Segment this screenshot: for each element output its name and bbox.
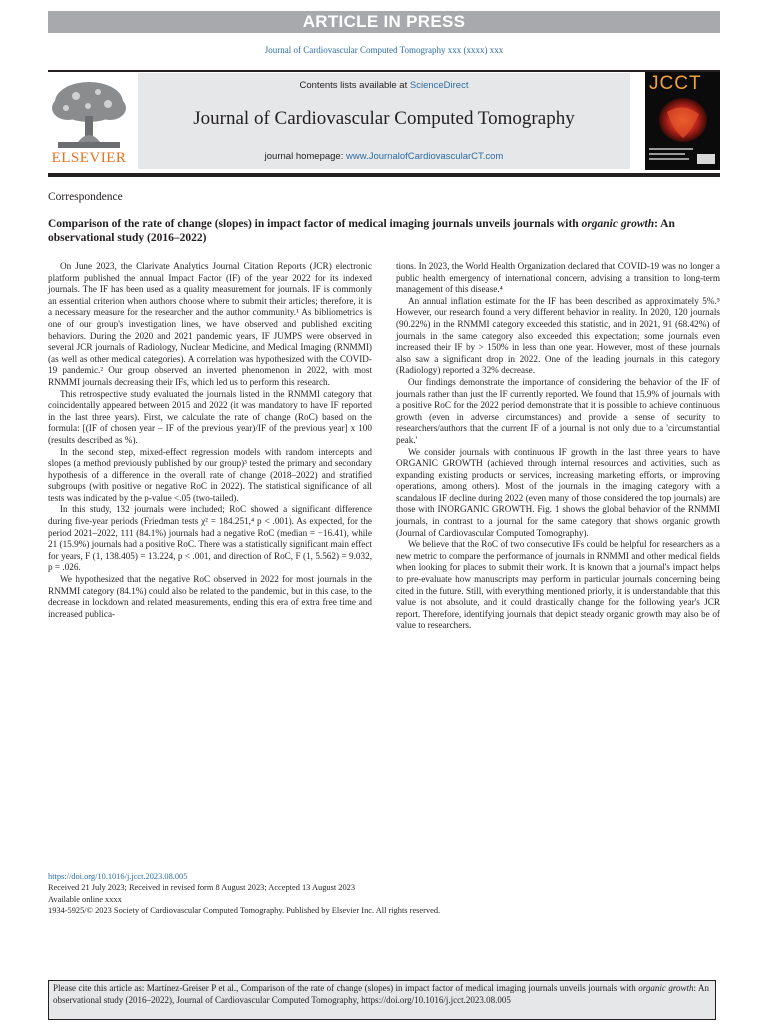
journal-cover-image (645, 72, 720, 170)
contents-line (138, 80, 630, 91)
article-section-label: Correspondence (48, 191, 123, 203)
paragraph: We believe that the RoC of two consecutive IFs could be helpful for researchers as a new metric to compare the performance of journals in RNMMI and other medical fields when looking for places to submit their work. It is known that a journal's impact helps to pre-evaluate how manuscripts may perform in particular journals concerning being cited in the future. Still, with everything mentioned priorly, it is understandable that this value is not absolute, and it could drastically change for the following year's JCR report. Therefore, identifying journals that depict steady organic growth may also be of value to researchers. (396, 539, 720, 631)
journal-title: Journal of Cardiovascular Computed Tomography (193, 108, 575, 129)
homepage-link[interactable]: www.JournalofCardiovascularCT.com (346, 151, 504, 162)
citation-italic: organic growth (638, 983, 694, 993)
paragraph: We hypothesized that the negative RoC observed in 2022 for most journals in the RNMMI category (84.1%) could also be related to the pandemic, but in this case, to the decrease in lockdown and related measurements, ending this era of extra free time and increased publica- (48, 574, 372, 619)
citation-part1: Please cite this article as: Martínez-Greiser P et al., Comparison of the rate of change (slopes) in impact factor of medical imaging journals unveils journals with (53, 983, 639, 993)
paragraph: This retrospective study evaluated the journals listed in the RNMMI category that coincidentally appeared between 2015 and 2022 (it was mandatory to have IF reported in the last three years). First, we calculate the rate of change (RoC) based on the formula: [(IF of chosen year – IF of the previous year)/IF of the previous year] x 100 (results described as %). (48, 388, 372, 445)
paragraph: Our findings demonstrate the importance of considering the behavior of the IF of journals rather than just the IF currently reported. We found that 15.9% of journals with a positive RoC for the 2022 period demonstrate that it is possible to achieve continuous growth (even in adverse circumstances) and provide a sense of security to researchers/authors that the current IF of a journal is not only due to a 'circumstantial peak.' (396, 376, 720, 445)
paragraph: tions. In 2023, the World Health Organization declared that COVID-19 was no longer a public health emergency of international concern, advising a transition to long-term management of this disease.⁴ (396, 261, 720, 295)
doi-link[interactable]: https://doi.org/10.1016/j.jcct.2023.08.005 (48, 872, 188, 881)
article-in-press-banner: ARTICLE IN PRESS (48, 11, 720, 33)
paragraph: In this study, 132 journals were included; RoC showed a significant difference during five-year periods (Friedman tests χ² = 184.251,⁴ p < .001). As expected, for the period 2021–2022, 111 (84.1%) journals had a negative RoC (median = −16.41), while 21 (15.9%) journals had a positive RoC. There was a statistically significant main effect for years, F (1, 138.405) = 13.224, p < .001, and direction of RoC, F (1, 5.562) = 9.032, p = .026. (48, 504, 372, 573)
paragraph: We consider journals with continuous IF growth in the last three years to have ORGANIC GROWTH (achieved through internal resources and activities, such as expanding existing products or services, increasing marketing efforts, or improving operations, among others). Most of the journals in the imaging category with a scandalous IF decline during 2022 (even many of those considered the top journals) are those with INORGANIC GROWTH. Fig. 1 shows the global behavior of the RNMMI journals, in contrast to a journal for the same category that shows organic growth (Journal of Cardiovascular Computed Tomography). (396, 446, 720, 538)
article-title (48, 217, 720, 245)
journal-reference-link[interactable]: Journal of Cardiovascular Computed Tomography xxx (xxxx) xxx (264, 45, 504, 55)
publisher-name: ELSEVIER (51, 150, 127, 166)
copyright-notice: 1934-5925/© 2023 Society of Cardiovascular Computed Tomography. Published by Elsevier Inc. All rights reserved. (48, 906, 441, 916)
cover-title: JCCT (649, 73, 702, 94)
contents-prefix: Contents lists available at (299, 80, 410, 91)
header-bottom-rule (48, 173, 720, 177)
journal-header-banner (138, 73, 630, 169)
left-text-column (48, 261, 372, 620)
paragraph: In the second step, mixed-effect regression models with random intercepts and slopes (a method previously published by our group)³ tested the primary and secondary hypothesis of a difference in the overall rate of change (2018–2022) and stratified subgroups (with positive or negative RoC in 2022). The statistical significance of all tests was indicated by the p-value <.05 (two-tailed). (48, 446, 372, 503)
article-footer (48, 871, 720, 917)
paragraph: On June 2023, the Clarivate Analytics Journal Citation Reports (JCR) electronic platform published the annual Impact Factor (IF) of the year 2022 for its indexed journals. The IF has been used as a quality measurement for journals. IF is commonly an essential criterion when authors choose where to submit their articles; therefore, it is a necessary measure for the researcher and the author community.¹ As bibliometrics is one of our group's investigation lines, we have observed and published exciting behaviors. During the 2020 and 2021 pandemic years, IF JUMPS were observed in several JCR journals of Radiology, Nuclear Medicine, and Medical Imaging (RNMMI) (as well as other medical categories). A correlation was hypothesized with the COVID-19 pandemic.² Our group observed an inverted phenomenon in 2022, with most RNMMI journals decreasing their IFs, which led us to perform this research. (48, 261, 372, 387)
available-online: Available online xxxx (48, 894, 122, 904)
citation-part2: : An observational study (2016–2022), Journal of Cardiovascular Computed Tomography, https://doi.org/10.1016/j.jcct.2023.08.005 (53, 983, 709, 1005)
sciencedirect-link[interactable]: ScienceDirect (409, 80, 469, 91)
article-title-italic: organic growth (581, 218, 655, 230)
paragraph: An annual inflation estimate for the IF has been described as approximately 5%.⁵ However, our research found a very different behavior in reality. In 2020, 120 journals (90.22%) in the RNMMI category exceeded this statistic, and in 2021, 91 (68.42%) of journals in the same category also exceeded this expectation; some journals even increased their IF by > 150% in less than one year. However, most of these journals also saw a significant drop in 2022. One of the leading journals in this category (Radiology) reported a 32% decrease. (396, 295, 720, 376)
received-dates: Received 21 July 2023; Received in revised form 8 August 2023; Accepted 13 August 2023 (48, 883, 356, 893)
article-title-part1: Comparison of the rate of change (slopes) in impact factor of medical imaging journals unveils journals with (48, 218, 582, 230)
header-top-rule (48, 70, 720, 72)
right-text-column (396, 261, 720, 632)
article-title-part2: : An observational study (2016–2022) (48, 218, 675, 244)
citation-box (48, 980, 716, 1020)
homepage-prefix: journal homepage: (264, 151, 346, 162)
homepage-line (138, 151, 630, 162)
